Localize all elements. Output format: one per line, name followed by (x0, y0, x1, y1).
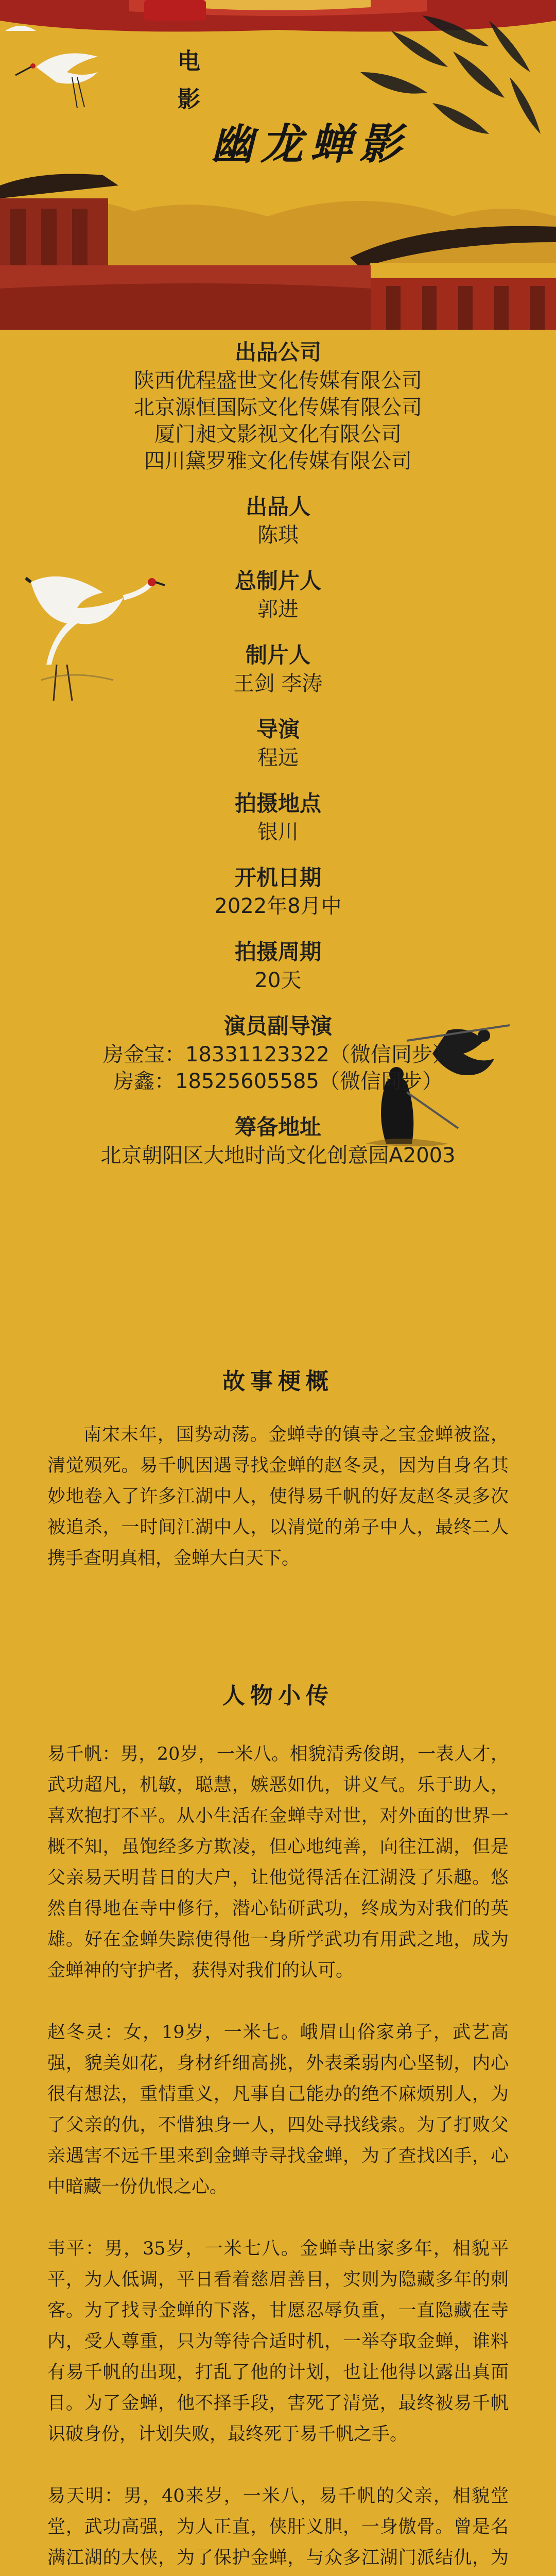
credit-heading: 拍摄地点 (234, 791, 321, 816)
credit-value: 四川黛罗雅文化传媒有限公司 (144, 449, 412, 473)
credit-block (0, 715, 556, 771)
credit-value: 程远 (257, 746, 299, 770)
credit-block (0, 1112, 556, 1169)
credit-block (0, 640, 556, 697)
credit-value: 银川 (257, 820, 299, 844)
credit-block (0, 789, 556, 845)
character-bio-paragraph: 韦平：男，35岁，一米七八。金蝉寺出家多年，相貌平平，为人低调，平日看着慈眉善目，实则为隐藏多年的刺客。为了找寻金蝉的下落，甘愿忍辱负重，一直隐藏在寺内，受人尊重，只为等待合适时机，一举夺取金蝉，谁料有易千帆的出现，打乱了他的计划，也让他得以露出真面目。为了金蝉，他不择手段，害死了清觉，最终被易千帆识破身份，计划失败，最终死于易千帆之手。 (47, 2239, 509, 2445)
film-title: 幽龙蝉影 (211, 120, 409, 169)
hero-illustration (0, 0, 556, 330)
character-bio-paragraph: 易天明：男，40来岁，一米八，易千帆的父亲，相貌堂堂，武功高强，为人正直，侠肝义胆，一身傲骨。曾是名满江湖的大侠，为了保护金蝉，与众多江湖门派结仇，为 (47, 2486, 509, 2568)
credit-heading: 拍摄周期 (234, 939, 321, 964)
film-label: 电影 (173, 49, 200, 125)
credit-heading: 筹备地址 (234, 1114, 321, 1140)
credit-block (0, 492, 556, 549)
credit-value: 陈琪 (257, 523, 299, 547)
credit-heading: 导演 (256, 717, 300, 742)
credit-block (0, 337, 556, 474)
credit-heading: 开机日期 (234, 865, 321, 890)
credit-block (0, 937, 556, 994)
credit-value: 房金宝：18331123322（微信同步） (103, 1043, 453, 1066)
character-bios (47, 1739, 509, 2576)
credit-block (0, 1011, 556, 1095)
credit-value: 郭进 (257, 598, 299, 621)
credit-value: 北京朝阳区大地时尚文化创意园A2003 (100, 1144, 456, 1167)
credit-heading: 制片人 (245, 642, 310, 668)
credit-heading: 出品人 (245, 494, 310, 519)
credit-block (0, 566, 556, 623)
story-heading: 故事梗概 (222, 1368, 334, 1395)
credit-heading: 总制片人 (234, 568, 321, 594)
credit-heading: 演员副导演 (223, 1013, 332, 1039)
credit-value: 王剑 李涛 (233, 672, 323, 696)
credit-value: 20天 (254, 969, 302, 992)
credit-block (0, 863, 556, 920)
credit-value: 陕西优程盛世文化传媒有限公司 (134, 369, 422, 393)
credit-value: 北京源恒国际文化传媒有限公司 (134, 396, 422, 419)
credit-heading: 出品公司 (234, 340, 321, 365)
credit-value: 厦门昶文影视文化有限公司 (154, 422, 402, 446)
story-paragraph: 南宋末年，国势动荡。金蝉寺的镇寺之宝金蝉被盗，清觉殒死。易千帆因遇寻找金蝉的赵冬灵，因为自身名其妙地卷入了许多江湖中人，使得易千帆的好友赵冬灵多次被追杀，一时间江湖中人，以清觉的弟子中人，最终二人携手查明真相，金蝉大白天下。 (47, 1425, 509, 1569)
story-synopsis (47, 1419, 509, 1605)
character-bio-paragraph: 易千帆：男，20岁，一米八。相貌清秀俊朗，一表人才，武功超凡，机敏，聪慧，嫉恶如仇，讲义气。乐于助人，喜欢抱打不平。从小生活在金蝉寺对世，对外面的世界一概不知，虽饱经多方欺凌，但心地纯善，向往江湖，但是父亲易天明昔日的大户，让他觉得活在江湖没了乐趣。悠然自得地在寺中修行，潜心钻研武功，终成为对我们的英雄。好在金蝉失踪使得他一身所学武功有用武之地，成为金蝉神的守护者，获得对我们的认可。 (47, 1744, 509, 1981)
credits-section (0, 337, 556, 1187)
credit-value: 房鑫：18525605585（微信同步） (113, 1070, 443, 1093)
credit-value: 2022年8月中 (214, 894, 342, 918)
characters-heading: 人物小传 (222, 1683, 334, 1709)
character-bio-paragraph: 赵冬灵：女，19岁，一米七。峨眉山俗家弟子，武艺高强，貌美如花，身材纤细高挑，外表柔弱内心坚韧，内心很有想法，重情重义，凡事自己能办的绝不麻烦别人，为了父亲的仇，不惜独身一人，四处寻找线索。为了打败父亲遇害不远千里来到金蝉寺寻找金蝉，为了查找凶手，心中暗藏一份仇恨之心。 (47, 2022, 509, 2197)
